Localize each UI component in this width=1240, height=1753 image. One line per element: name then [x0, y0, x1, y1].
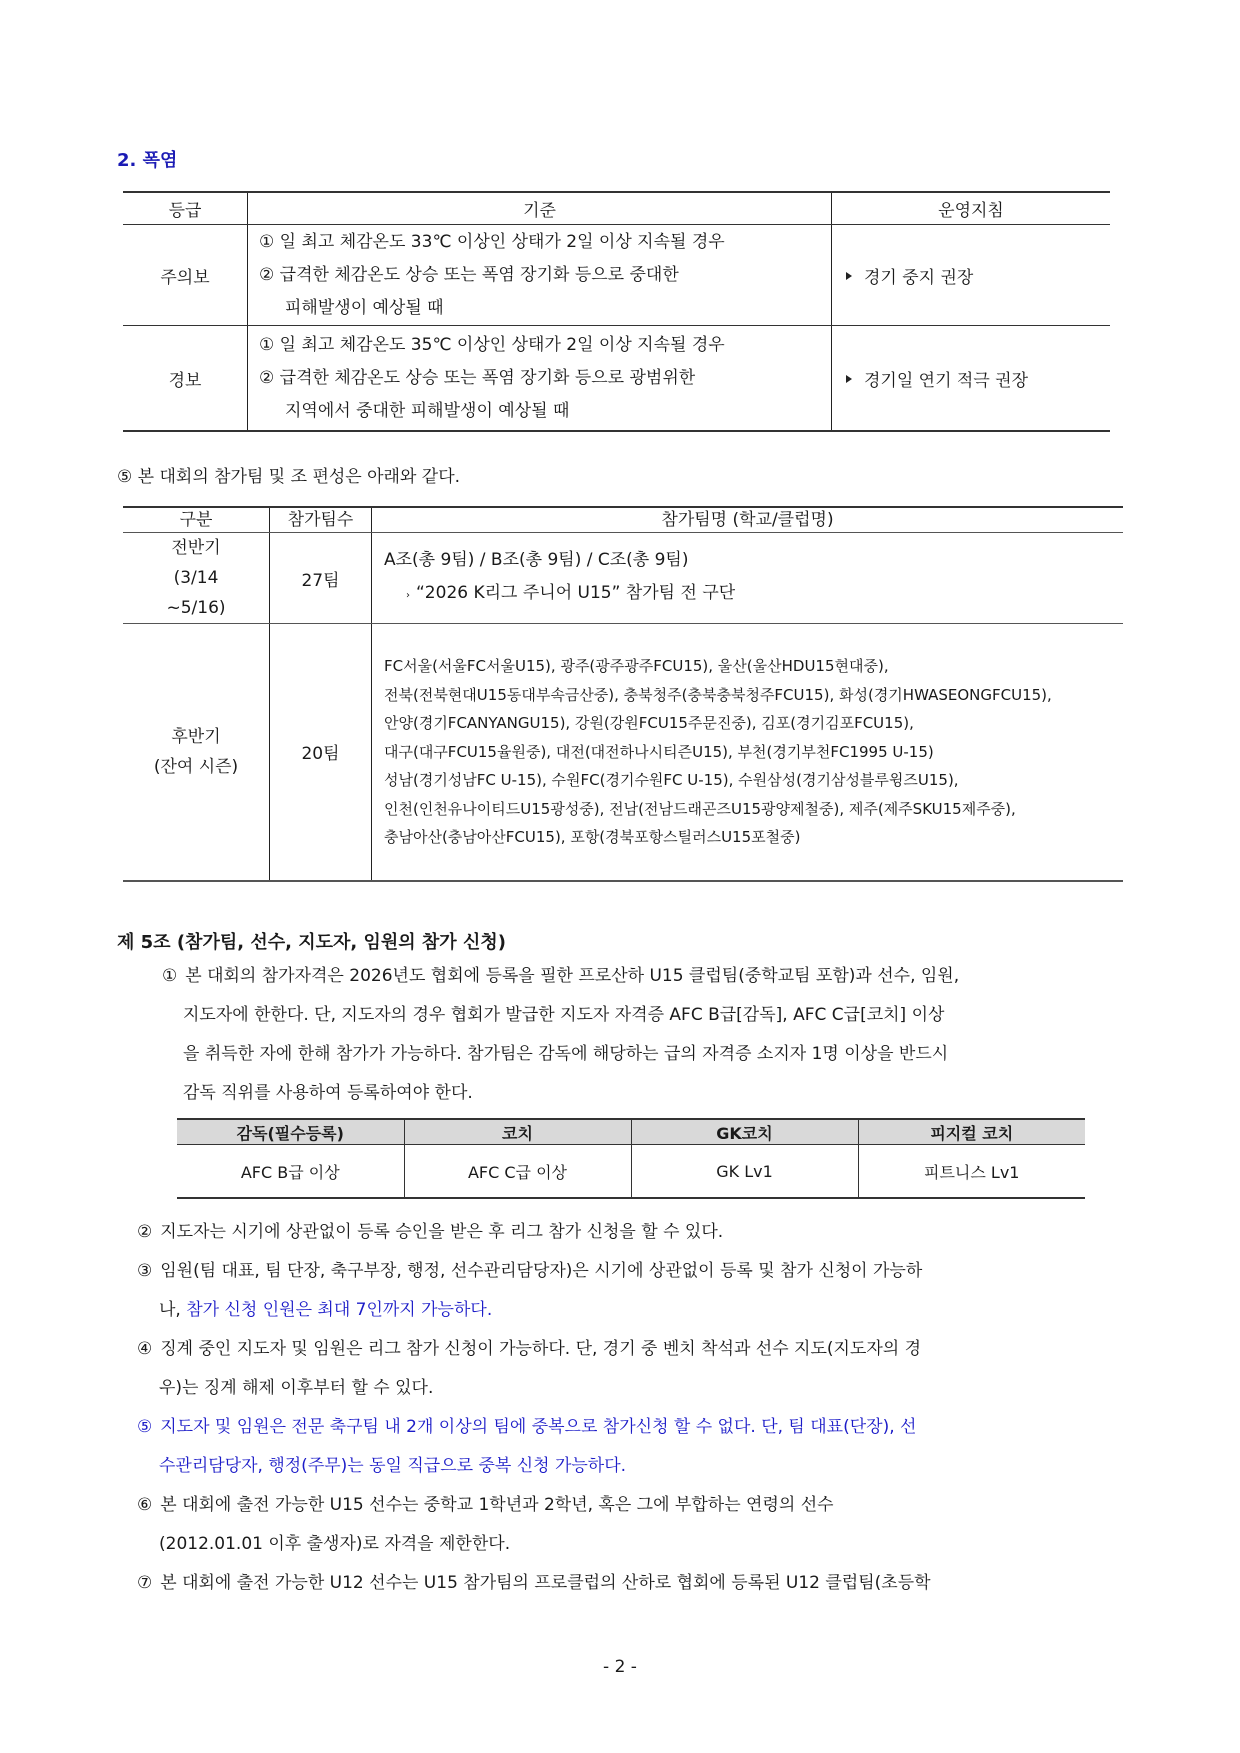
item-number: ⑥ [137, 1495, 153, 1515]
item-text-highlight: 참가 신청 인원은 최대 7인까지 가능하다. [186, 1300, 493, 1320]
table-row-second-half [123, 624, 1123, 881]
group-note-text: “2026 K리그 주니어 U15” 참가팀 전 구단 [416, 583, 736, 603]
grade-cell: 주의보 [123, 225, 248, 326]
item-line: 감독 직위를 사용하여 등록하여야 한다. [183, 1083, 473, 1103]
group-note [384, 577, 1123, 612]
article-5-title: 제 5조 (참가팀, 선수, 지도자, 임원의 참가 신청) [117, 932, 506, 953]
item-text: 징계 중인 지도자 및 임원은 리그 참가 신청이 가능하다. 단, 경기 중 벤치 착석과 선수 지도(지도자의 경 [160, 1339, 922, 1359]
header-grade: 등급 [123, 192, 248, 225]
team-names-cell [372, 624, 1124, 881]
item-text: 임원(팀 대표, 팀 단장, 축구부장, 행정, 선수관리담당자)은 시기에 상관없이 등록 및 참가 신청이 가능하 [160, 1261, 923, 1281]
period-end: ~5/16) [166, 598, 226, 618]
small-arrow-icon: › [406, 590, 410, 601]
period-label: 전반기 [171, 538, 221, 558]
item-number: ① [162, 966, 178, 986]
item-number: ③ [137, 1261, 153, 1281]
coach-qualification-table [177, 1118, 1085, 1199]
criteria-line: ② 급격한 체감온도 상승 또는 폭염 장기화 등으로 광범위한 [259, 367, 696, 388]
table-row [123, 326, 1110, 432]
item-line: (2012.01.01 이후 출생자)로 자격을 제한한다. [159, 1534, 511, 1554]
physical-coach-requirement: 피트니스 Lv1 [858, 1145, 1085, 1199]
item-text: 본 대회에 출전 가능한 U15 선수는 중학교 1학년과 2학년, 혹은 그에 부합하는 연령의 선수 [160, 1495, 834, 1515]
period-range: (잔여 시즌) [153, 756, 239, 777]
gk-coach-requirement: GK Lv1 [631, 1145, 858, 1199]
heatwave-table [123, 191, 1110, 432]
coach-requirement: AFC C급 이상 [404, 1145, 631, 1199]
article-item-2 [137, 1213, 931, 1252]
item-line: 수관리담당자, 행정(주무)는 동일 직급으로 중복 신청 가능하다. [159, 1456, 627, 1476]
article-item-7 [137, 1564, 931, 1603]
team-count-cell: 27팀 [270, 533, 372, 624]
period-cell [123, 624, 270, 881]
club-line: FC서울(서울FC서울U15), 광주(광주광주FCU15), 울산(울산HDU15현대중), [384, 657, 889, 675]
article-items-2-7 [137, 1213, 931, 1603]
table-header-row [123, 507, 1123, 533]
header-guideline: 운영지침 [832, 192, 1111, 225]
section-title-heatwave: 2. 폭염 [117, 150, 178, 171]
header-physical-coach: 피지컬 코치 [858, 1119, 1085, 1145]
team-composition-intro: ⑤ 본 대회의 참가팀 및 조 편성은 아래와 같다. [117, 467, 461, 487]
header-head-coach: 감독(필수등록) [177, 1119, 404, 1145]
page-number: - 2 - [603, 1657, 637, 1677]
article-item-4 [137, 1330, 931, 1369]
criteria-line: 피해발생이 예상될 때 [285, 297, 444, 318]
item-number: ② [137, 1222, 153, 1242]
guideline-text: 경기 중지 권장 [864, 267, 974, 288]
club-line: 충남아산(충남아산FCU15), 포항(경북포항스틸러스U15포철중) [384, 828, 801, 846]
team-names-cell [372, 533, 1124, 624]
criteria-line: ① 일 최고 체감온도 33℃ 이상인 상태가 2일 이상 지속될 경우 [259, 231, 725, 252]
club-line: 대구(대구FCU15율원중), 대전(대전하나시티즌U15), 부천(경기부천FC1995 U-15) [384, 742, 934, 761]
criteria-cell [248, 225, 832, 326]
club-line: 전북(전북현대U15동대부속금산중), 충북청주(충북충북청주FCU15), 화성(경기HWASEONGFCU15), [384, 685, 1052, 704]
club-line: 인천(인천유나이티드U15광성중), 전남(전남드래곤즈U15광양제철중), 제주(제주SKU15제주중), [384, 799, 1016, 818]
table-header-row [123, 192, 1110, 225]
grade-cell: 경보 [123, 326, 248, 432]
criteria-line: ② 급격한 체감온도 상승 또는 폭염 장기화 등으로 중대한 [259, 264, 679, 285]
team-composition-table [123, 506, 1123, 882]
guideline-text: 경기일 연기 적극 권장 [864, 370, 1029, 391]
table-row [177, 1145, 1085, 1199]
header-division: 구분 [123, 507, 270, 533]
item-line: 지도자에 한한다. 단, 지도자의 경우 협회가 발급한 지도자 자격증 AFC B급[감독], AFC C급[코치] 이상 [183, 1005, 945, 1025]
item-line: 을 취득한 자에 한해 참가가 가능하다. 참가팀은 감독에 해당하는 급의 자격증 소지자 1명 이상을 반드시 [183, 1044, 949, 1064]
header-gk-coach: GK코치 [631, 1119, 858, 1145]
item-number: ④ [137, 1339, 153, 1359]
item-number: ⑦ [137, 1573, 153, 1593]
triangle-bullet-icon [846, 375, 852, 383]
period-start: (3/14 [173, 568, 219, 588]
period-label: 후반기 [171, 726, 221, 747]
criteria-cell [248, 326, 832, 432]
group-summary: A조(총 9팀) / B조(총 9팀) / C조(총 9팀) [384, 550, 689, 570]
item-text: 지도자는 시기에 상관없이 등록 승인을 받은 후 리그 참가 신청을 할 수 있다. [160, 1222, 724, 1242]
article-item-6 [137, 1486, 931, 1525]
article-item-3 [137, 1252, 931, 1291]
team-count-cell: 20팀 [270, 624, 372, 881]
table-row-first-half [123, 533, 1123, 624]
table-row [123, 225, 1110, 326]
criteria-line: 지역에서 중대한 피해발생이 예상될 때 [285, 400, 570, 421]
item-text: 본 대회의 참가자격은 2026년도 협회에 등록을 필한 프로산하 U15 클럽팀(중학교팀 포함)과 선수, 임원, [185, 966, 960, 986]
item-line [162, 957, 959, 996]
guideline-cell [832, 326, 1111, 432]
item-line: 우)는 징계 해제 이후부터 할 수 있다. [159, 1378, 434, 1398]
guideline-cell [832, 225, 1111, 326]
period-cell [123, 533, 270, 624]
header-coach: 코치 [404, 1119, 631, 1145]
club-line: 안양(경기FCANYANGU15), 강원(강원FCU15주문진중), 김포(경기김포FCU15), [384, 714, 914, 732]
item-text-highlight: 지도자 및 임원은 전문 축구팀 내 2개 이상의 팀에 중복으로 참가신청 할 수 없다. 단, 팀 대표(단장), 선 [160, 1417, 917, 1437]
header-team-names: 참가팀명 (학교/클럽명) [372, 507, 1124, 533]
item-line [137, 1291, 931, 1330]
head-coach-requirement: AFC B급 이상 [177, 1145, 404, 1199]
item-text: 나, [159, 1300, 187, 1320]
triangle-bullet-icon [846, 272, 852, 280]
table-header-row [177, 1119, 1085, 1145]
article-item-5 [137, 1408, 931, 1447]
article-item-1 [162, 957, 959, 1113]
item-text: 본 대회에 출전 가능한 U12 선수는 U15 참가팀의 프로클럽의 산하로 협회에 등록된 U12 클럽팀(초등학 [160, 1573, 931, 1593]
criteria-line: ① 일 최고 체감온도 35℃ 이상인 상태가 2일 이상 지속될 경우 [259, 334, 725, 355]
header-team-count: 참가팀수 [270, 507, 372, 533]
club-line: 성남(경기성남FC U-15), 수원FC(경기수원FC U-15), 수원삼성(경기삼성블루윙즈U15), [384, 771, 959, 789]
header-criteria: 기준 [248, 192, 832, 225]
item-number: ⑤ [137, 1417, 153, 1437]
